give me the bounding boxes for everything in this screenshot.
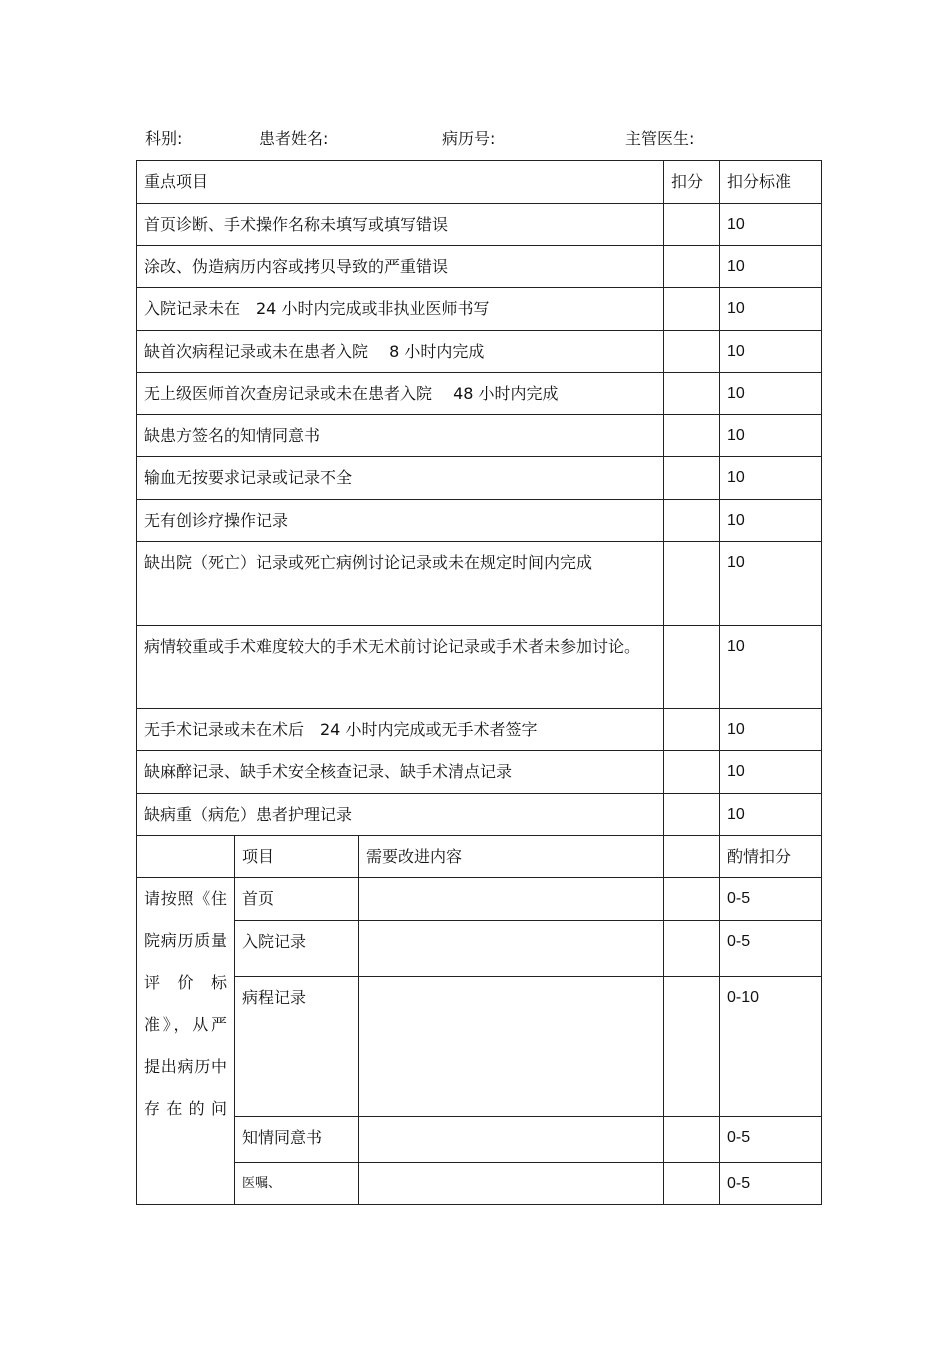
sub-item-label: 病程记录 bbox=[235, 977, 359, 1117]
key-item-text: 无有创诊疗操作记录 bbox=[137, 500, 664, 542]
key-item-text: 缺患方签名的知情同意书 bbox=[137, 415, 664, 457]
standard-value: 10 bbox=[720, 500, 822, 542]
table-row bbox=[137, 288, 822, 331]
table-row bbox=[137, 331, 822, 373]
key-item-text: 首页诊断、手术操作名称未填写或填写错误 bbox=[137, 204, 664, 246]
key-item-text: 缺病重（病危）患者护理记录 bbox=[137, 794, 664, 836]
standard-value: 10 bbox=[720, 751, 822, 794]
deduction-cell[interactable] bbox=[664, 415, 720, 457]
deduction-cell[interactable] bbox=[664, 288, 720, 331]
table-row bbox=[137, 1117, 822, 1163]
deduction-cell[interactable] bbox=[664, 542, 720, 626]
standard-value: 10 bbox=[720, 415, 822, 457]
table-row bbox=[137, 500, 822, 542]
key-item-text: 病情较重或手术难度较大的手术无术前讨论记录或手术者未参加讨论。 bbox=[137, 626, 664, 709]
attending-doctor-label: 主管医生: bbox=[625, 129, 695, 148]
key-item-text: 缺出院（死亡）记录或死亡病例讨论记录或未在规定时间内完成 bbox=[137, 542, 664, 626]
sub-item-label: 入院记录 bbox=[235, 921, 359, 977]
deduction-cell[interactable] bbox=[664, 626, 720, 709]
deduction-cell[interactable] bbox=[664, 977, 720, 1117]
score-range: 0-5 bbox=[720, 1163, 822, 1205]
improvement-content-cell[interactable] bbox=[359, 921, 664, 977]
sub-header-blank bbox=[664, 836, 720, 878]
table-row bbox=[137, 878, 822, 921]
standard-value: 10 bbox=[720, 331, 822, 373]
sub-header-row bbox=[137, 836, 822, 878]
deduction-cell[interactable] bbox=[664, 246, 720, 288]
improvement-content-cell[interactable] bbox=[359, 1163, 664, 1205]
score-range: 0-5 bbox=[720, 921, 822, 977]
score-range: 0-5 bbox=[720, 1117, 822, 1163]
table-row bbox=[137, 921, 822, 977]
score-range: 0-10 bbox=[720, 977, 822, 1117]
table-row bbox=[137, 977, 822, 1117]
header-key-item: 重点项目 bbox=[137, 161, 664, 204]
sub-header-content: 需要改进内容 bbox=[359, 836, 664, 878]
standard-value: 10 bbox=[720, 457, 822, 500]
table-row bbox=[137, 373, 822, 415]
key-item-text: 输血无按要求记录或记录不全 bbox=[137, 457, 664, 500]
record-number-label: 病历号: bbox=[442, 129, 496, 148]
table-row bbox=[137, 626, 822, 709]
key-item-text: 缺麻醉记录、缺手术安全核查记录、缺手术清点记录 bbox=[137, 751, 664, 794]
standard-value: 10 bbox=[720, 542, 822, 626]
deduction-cell[interactable] bbox=[664, 204, 720, 246]
improvement-content-cell[interactable] bbox=[359, 878, 664, 921]
standard-value: 10 bbox=[720, 246, 822, 288]
key-item-text: 缺首次病程记录或未在患者入院 8 小时内完成 bbox=[137, 331, 664, 373]
standard-value: 10 bbox=[720, 373, 822, 415]
table-row bbox=[137, 709, 822, 751]
deduction-cell[interactable] bbox=[664, 878, 720, 921]
deduction-cell[interactable] bbox=[664, 1163, 720, 1205]
deduction-cell[interactable] bbox=[664, 457, 720, 500]
key-item-text: 无上级医师首次查房记录或未在患者入院 48 小时内完成 bbox=[137, 373, 664, 415]
sub-item-label: 知情同意书 bbox=[235, 1117, 359, 1163]
deduction-cell[interactable] bbox=[664, 331, 720, 373]
table-row bbox=[137, 457, 822, 500]
table-row bbox=[137, 542, 822, 626]
patient-name-label: 患者姓名: bbox=[259, 129, 329, 148]
deduction-cell[interactable] bbox=[664, 921, 720, 977]
key-item-text: 入院记录未在 24 小时内完成或非执业医师书写 bbox=[137, 288, 664, 331]
instruction-text: 请按照《住院病历质量评价标准》，从严提出病历中存在的问 bbox=[137, 878, 235, 1205]
deduction-cell[interactable] bbox=[664, 500, 720, 542]
table-row bbox=[137, 246, 822, 288]
sub-item-label: 医嘱、 bbox=[235, 1163, 359, 1205]
sub-header-score: 酌情扣分 bbox=[720, 836, 822, 878]
sub-item-label: 首页 bbox=[235, 878, 359, 921]
improvement-content-cell[interactable] bbox=[359, 1117, 664, 1163]
standard-value: 10 bbox=[720, 626, 822, 709]
evaluation-table bbox=[136, 160, 822, 1205]
table-row bbox=[137, 204, 822, 246]
key-item-text: 无手术记录或未在术后 24 小时内完成或无手术者签字 bbox=[137, 709, 664, 751]
table-row bbox=[137, 751, 822, 794]
standard-value: 10 bbox=[720, 709, 822, 751]
deduction-cell[interactable] bbox=[664, 709, 720, 751]
table-row bbox=[137, 415, 822, 457]
sub-header-item: 项目 bbox=[235, 836, 359, 878]
deduction-cell[interactable] bbox=[664, 794, 720, 836]
sub-header-blank bbox=[137, 836, 235, 878]
header-standard: 扣分标准 bbox=[720, 161, 822, 204]
deduction-cell[interactable] bbox=[664, 1117, 720, 1163]
improvement-content-cell[interactable] bbox=[359, 977, 664, 1117]
key-item-text: 涂改、伪造病历内容或拷贝导致的严重错误 bbox=[137, 246, 664, 288]
deduction-cell[interactable] bbox=[664, 373, 720, 415]
score-range: 0-5 bbox=[720, 878, 822, 921]
standard-value: 10 bbox=[720, 794, 822, 836]
table-row bbox=[137, 1163, 822, 1205]
table-row bbox=[137, 794, 822, 836]
standard-value: 10 bbox=[720, 204, 822, 246]
header-deduction: 扣分 bbox=[664, 161, 720, 204]
deduction-cell[interactable] bbox=[664, 751, 720, 794]
standard-value: 10 bbox=[720, 288, 822, 331]
department-label: 科别: bbox=[145, 129, 183, 148]
table-header-row bbox=[137, 161, 822, 204]
